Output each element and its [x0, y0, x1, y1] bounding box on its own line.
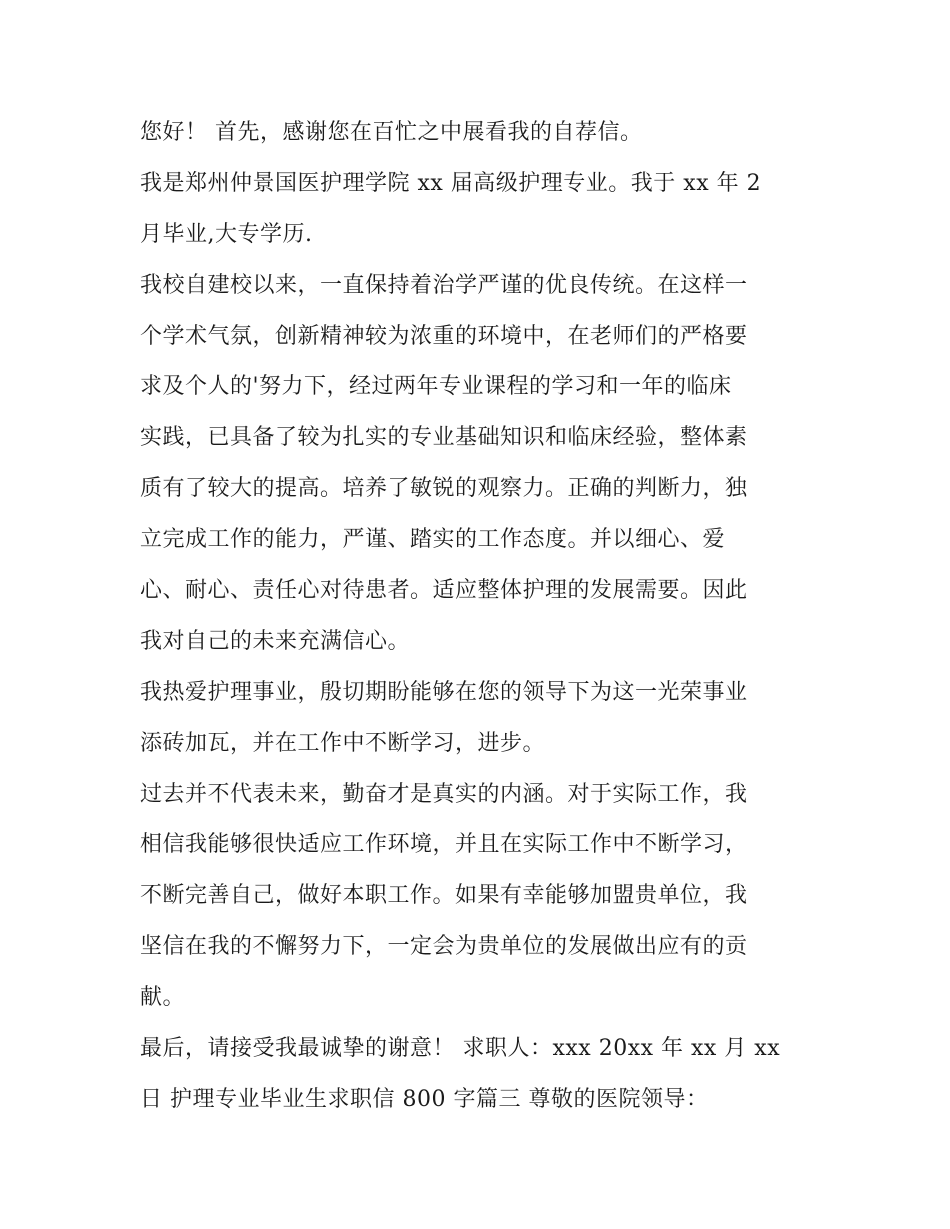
text-line: 献。 — [140, 985, 186, 1011]
text-line: 不断完善自己，做好本职工作。如果有幸能够加盟贵单位，我 — [140, 883, 748, 909]
text-line: 过去并不代表未来，勤奋才是真实的内涵。对于实际工作，我 — [140, 781, 748, 807]
text-line: 坚信在我的不懈努力下，一定会为贵单位的发展做出应有的贡 — [140, 934, 748, 960]
text-line: 求及个人的'努力下，经过两年专业课程的学习和一年的临床 — [140, 374, 732, 400]
letter-body — [140, 108, 820, 1126]
text-line: 立完成工作的能力，严谨、踏实的工作态度。并以细心、爱 — [140, 527, 726, 553]
text-line: 个学术气氛，创新精神较为浓重的环境中，在老师们的严格要 — [140, 323, 748, 349]
text-line: 我是郑州仲景国医护理学院 xx 届高级护理专业。我于 xx 年 2 — [140, 170, 762, 196]
text-line: 我热爱护理事业，殷切期盼能够在您的领导下为这一光荣事业 — [140, 679, 748, 705]
text-line: 相信我能够很快适应工作环境，并且在实际工作中不断学习， — [140, 832, 748, 858]
text-line: 我对自己的未来充满信心。 — [140, 628, 411, 654]
text-line: 心、耐心、责任心对待患者。适应整体护理的发展需要。因此 — [140, 578, 748, 604]
text-line: 实践，已具备了较为扎实的专业基础知识和临床经验，整体素 — [140, 425, 748, 451]
text-line: 添砖加瓦，并在工作中不断学习，进步。 — [140, 730, 546, 756]
text-line: 月毕业,大专学历. — [140, 221, 313, 247]
text-line: 我校自建校以来，一直保持着治学严谨的优良传统。在这样一 — [140, 272, 748, 298]
text-line: 质有了较大的提高。培养了敏锐的观察力。正确的判断力，独 — [140, 476, 748, 502]
text-line: 最后，请接受我最诚挚的谢意！ 求职人：xxx 20xx 年 xx 月 xx — [140, 1036, 781, 1062]
text-line: 日 护理专业毕业生求职信 800 字篇三 尊敬的医院领导： — [140, 1086, 709, 1112]
text-line: 您好！ 首先，感谢您在百忙之中展看我的自荐信。 — [140, 120, 643, 145]
